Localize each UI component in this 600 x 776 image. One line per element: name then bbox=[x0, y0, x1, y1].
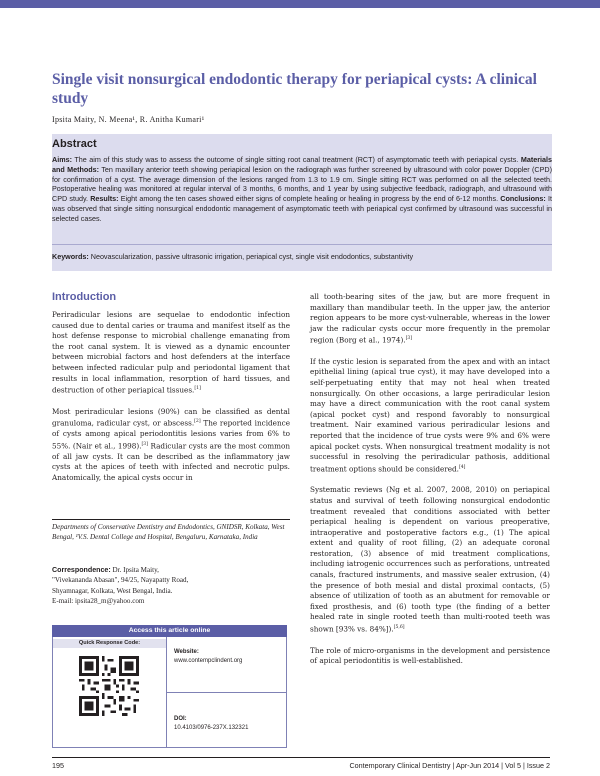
abstract-heading: Abstract bbox=[52, 138, 97, 150]
keywords bbox=[52, 252, 552, 262]
left-column bbox=[52, 310, 290, 494]
results-label: Results: bbox=[90, 194, 119, 203]
keywords-label: Keywords: bbox=[52, 252, 89, 261]
correspondence-name: Dr. Ipsita Maity, bbox=[110, 566, 159, 574]
doi-link[interactable]: 10.4103/0976-237X.132321 bbox=[174, 725, 249, 731]
citation: [2] bbox=[194, 419, 201, 425]
correspondence-email[interactable]: E-mail: ipsita28_m@yahoo.com bbox=[52, 596, 145, 605]
correspondence-address-line: Shyamnagar, Kolkata, West Bengal, India. bbox=[52, 586, 173, 595]
citation: [3] bbox=[405, 336, 413, 342]
affiliation-divider bbox=[52, 519, 290, 520]
correspondence-address-line: "Vivekananda Abasan", 94/25, Nayapatty Road, bbox=[52, 576, 189, 585]
citation: [5,6] bbox=[393, 625, 405, 631]
introduction-heading: Introduction bbox=[52, 291, 117, 303]
correspondence-label: Correspondence: bbox=[52, 566, 111, 574]
intro-paragraph-2: Most periradicular lesions (90%) can be classified as dental granuloma, radicular cyst, or abscess.[2] The reported incidence of cysts among apical periodontitis lesions varies from 6% to 55%. (Nair et al., 1998).[3] Radicular cysts are the most common of all jaw cysts. It can be described as the inflammatory jaw cysts at the apices of teeth with infected and necrotic pulps. Anatomically, the apical cysts occur in bbox=[52, 406, 290, 483]
correspondence-block bbox=[52, 565, 290, 606]
intro-paragraph-4: If the cystic lesion is separated from the apex and with an intact epithelial lining (apical true cyst), it may have developed into a self-perpetuating entity that may not heal when treated nonsurgically. On other occasions, a large periradicular lesion may have a direct communication with the root canal system (apical pocket cyst) and respond favorably to nonsurgical treatment. Nair examined various periradicular lesions and reported that the incidence of true cysts were 9% and 6% were apical pocket cysts. When nonsurgical treatment modality is not successful in resolving the periradicular pathosis, additional treatment options should be considered.[4] bbox=[310, 356, 550, 474]
intro-paragraph-5: Systematic reviews (Ng et al. 2007, 2008, 2010) on periapical status and survival of teeth following nonsurgical endodontic treatment revealed that conditions associated with better periapical healing is dependent on various preoperative, intraoperative and postoperative factors e.g., (1) The apical extent and quality of root filling, (2) an adequate coronal restoration, (3) absence of mid treatment complications, including iatrogenic occurrences such as perforations, untreated canals, fractured instruments, and massive sealer extrusion, (4) the presence of both mesial and distal proximal contacts, (5) absence of utilization of tooth as an abutment for removable or fixed prosthesis, and (6) tooth type (the finding of a better healed rate in single rooted teeth than multi-rooted teeth was shown [93% vs. 84%]).[5,6] bbox=[310, 485, 550, 634]
intro-paragraph-3: all tooth-bearing sites of the jaw, but are more frequent in maxillary than mandibular teeth. In the upper jaw, the anterior region appears to be more cyst-vulnerable, whereas in the lower jaw the radicular cysts occur more frequently in the premolar region (Borg et al., 1974).[3] bbox=[310, 292, 550, 345]
intro-paragraph-1: Periradicular lesions are sequelae to endodontic infection caused due to dental caries or trauma and manifest itself as the host defense response to microbial challenge emanating from the root canal system. It is viewed as a dynamic encounter between microbial factors and host defenders at the interface between infected radicular pulp and periodontal ligament that results in local inflammation, resorption of hard tissues, and destruction of other periapical tissues.[1] bbox=[52, 310, 290, 395]
citation: [1] bbox=[194, 386, 201, 392]
right-column bbox=[310, 292, 550, 677]
conclusions-text: It was observed that single sitting nonsurgical endodontic management of asymptomatic teeth with periapical cyst confirmed by ultrasound was successful in selected cases. bbox=[52, 194, 552, 223]
access-hline bbox=[166, 692, 286, 693]
aims-label: Aims: bbox=[52, 155, 72, 164]
citation: [4] bbox=[458, 464, 466, 470]
citation: [3] bbox=[141, 441, 149, 447]
results-text: Eight among the ten cases showed either signs of complete healing or healing in progress by the end of 6-12 months. bbox=[120, 194, 499, 203]
methods-label: Materials and Methods: bbox=[52, 155, 552, 174]
abstract-body bbox=[52, 155, 552, 223]
author-list: Ipsita Maity, N. Meena¹, R. Anitha Kumari¹ bbox=[52, 115, 205, 124]
footer-divider bbox=[52, 757, 550, 758]
article-title: Single visit nonsurgical endodontic therapy for periapical cysts: A clinical study bbox=[52, 71, 537, 107]
keywords-text: Neovascularization, passive ultrasonic irrigation, periapical cyst, single visit endodontics, substantivity bbox=[90, 252, 414, 261]
page-number: 195 bbox=[52, 761, 64, 770]
qr-label: Quick Response Code: bbox=[53, 639, 166, 648]
top-accent-bar bbox=[0, 0, 600, 8]
abstract-divider bbox=[52, 244, 552, 245]
doi-label: DOI: bbox=[174, 716, 187, 722]
affiliation: Departments of Conservative Dentistry and Endodontics, GNIDSR, Kolkata, West Bengal, ¹V.S. Dental College and Hospital, Bengaluru, Karnataka, India bbox=[52, 523, 285, 542]
website-link[interactable]: www.contempclindent.org bbox=[174, 658, 243, 664]
aims-text: The aim of this study was to assess the outcome of single sitting root canal treatment (RCT) of asymptomatic teeth with periapical cysts. bbox=[74, 155, 519, 164]
access-header: Access this article online bbox=[52, 625, 287, 637]
qr-code-icon[interactable] bbox=[79, 656, 139, 716]
journal-info: Contemporary Clinical Dentistry | Apr-Jun 2014 | Vol 5 | Issue 2 bbox=[349, 761, 550, 770]
website-label: Website: bbox=[174, 649, 199, 655]
conclusions-label: Conclusions: bbox=[500, 194, 546, 203]
intro-paragraph-6: The role of micro-organisms in the development and persistence of apical periodontitis is well-established. bbox=[310, 645, 550, 666]
methods-text: Ten maxillary anterior teeth showing periapical lesion on the radiograph was further screened by ultrasound with color power Doppler (CPD) for confirmation of a cyst. The average dimension of the lesions ranged from 1.3 to 1.9 cm. Single sitting RCT was performed on all the selected teeth. Postoperative healing was monitored at regular interval of 3 months, 6 months, and 1 year by using subjective feedback, radiograph, and ultrasound with CPD study. bbox=[52, 164, 552, 203]
